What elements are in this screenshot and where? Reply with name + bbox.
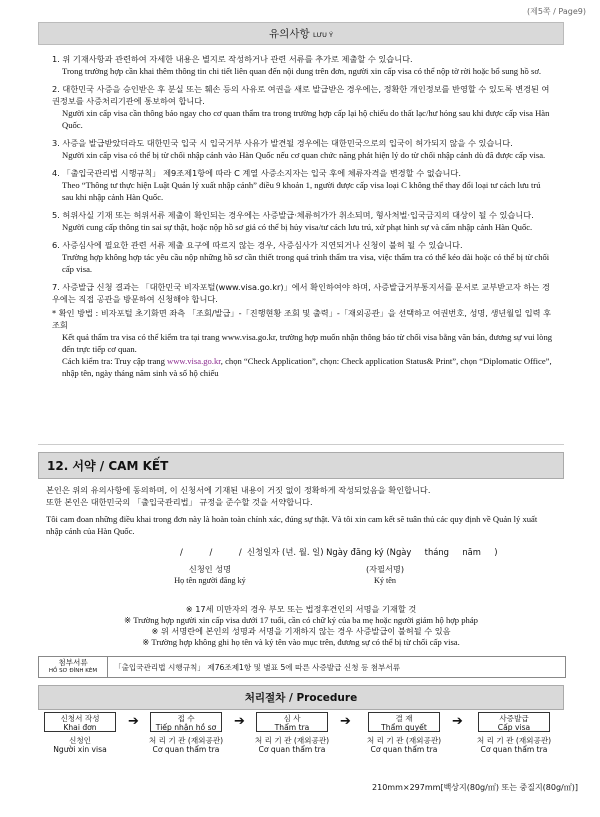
check-method-vi-2-pre: Cách kiểm tra: Truy cập trang xyxy=(62,356,168,366)
step-vi: Cấp visa xyxy=(497,723,531,732)
step-vi: Thẩm tra xyxy=(274,723,310,732)
notice-item-vi: Trong trường hợp cần khai thêm thông tin chi tiết liên quan đến nội dung trên đơn, người xin cấp visa có thể nộp tờ rời hoặc bổ sung hồ sơ. xyxy=(62,66,542,76)
paper-spec-footer: 210mm×297mm[백상지(80g/㎡) 또는 중질지(80g/㎡)] xyxy=(372,783,578,792)
procedure-section xyxy=(38,685,564,710)
oath-ko-line-2: 또한 본인은 대한민국의 「출입국관리법」 규정을 준수할 것을 서약합니다. xyxy=(46,497,313,507)
signature-ko: (자필서명) xyxy=(365,564,405,574)
step-actor-ko: 처 리 기 관 (재외공관) xyxy=(254,736,330,745)
step-actor-ko: 처 리 기 관 (재외공관) xyxy=(366,736,442,745)
applicant-name-ko: 신청인 성명 xyxy=(188,564,232,574)
notice-item-vi: Người xin cấp visa cần thông báo ngay cho cơ quan thẩm tra trong trường hợp cấp lại hộ chiếu do thất lạc/hư hỏng sau khi được cấp visa Hàn Quốc. xyxy=(62,108,550,130)
notice-item-ko: 1. 위 기재사항과 관련하여 자세한 내용은 별지로 작성하거나 관련 서류를 추가로 제출할 수 있습니다. xyxy=(52,54,413,64)
arrow-right-icon: ➔ xyxy=(452,714,463,729)
oath-body-ko xyxy=(38,479,564,513)
notice-item-vi: Người xin cấp visa có thể bị từ chối nhập cảnh vào Hàn Quốc nếu cơ quan chức năng phát hiện lý do từ chối nhập cảnh dù đã được cấp visa. xyxy=(62,150,546,160)
notice-item-vi: Người cung cấp thông tin sai sự thật, hoặc nộp hồ sơ giả có thể bị hủy visa/tư cách lưu trú, xử phạt hình sự và cấm nhập cảnh Hàn Quốc. xyxy=(62,222,533,232)
check-method-vi-2 xyxy=(52,355,554,379)
step-ko: 결 재 xyxy=(395,714,413,723)
arrow-right-icon: ➔ xyxy=(340,714,351,729)
notice-item-ko: 4. 「출입국관리법 시행규칙」 제9조제1항에 따라 C 계열 사증소지자는 입국 후에 체류자격을 변경할 수 없습니다. xyxy=(52,168,461,178)
signature-vi: Ký tên xyxy=(373,576,397,585)
notice-title-ko: 유의사항 xyxy=(269,28,310,40)
step-actor xyxy=(469,736,559,754)
step-actor-ko: 처 리 기 관 (재외공관) xyxy=(476,736,552,745)
notice-item-vi: Trường hợp không hợp tác yêu cầu nộp những hồ sơ cần thiết trong quá trình thẩm tra visa, việc thẩm tra có thể kéo dài hoặc có thể bị từ chối cấp visa. xyxy=(62,252,550,274)
step-actor-ko: 신청인 xyxy=(68,736,91,745)
signature-block[interactable] xyxy=(345,563,425,587)
applicant-name-vi: Họ tên người đăng ký xyxy=(174,576,246,585)
check-method-vi-1: Kết quả thẩm tra visa có thể kiểm tra tại trang www.visa.go.kr, trường hợp muốn nhận thông báo từ chối visa bằng văn bản, đương sự vui lòng đến trực tiếp cơ quan. xyxy=(62,332,553,354)
signature-notes xyxy=(38,604,564,648)
attached-documents-label xyxy=(39,657,108,677)
minor-note-ko: ※ 17세 미만자의 경우 부모 또는 법정후견인의 서명을 기재할 것 xyxy=(185,604,417,614)
notice-item-vi: Theo “Thông tư thực hiện Luật Quản lý xuất nhập cảnh” điều 9 khoản 1, người được cấp visa loại C không thể thay đổi loại tư cách lưu trú sau khi nhập cảnh Hàn Quốc. xyxy=(62,180,541,202)
notice-item-ko: 5. 허위사실 기재 또는 허위서류 제출이 확인되는 경우에는 사증발급·체류허가가 취소되며, 형사처벌·입국금지의 대상이 될 수 있습니다. xyxy=(52,210,534,220)
visa-portal-link[interactable]: www.visa.go.kr xyxy=(167,356,221,366)
notice-item-ko: 3. 사증을 발급받았더라도 대한민국 입국 시 입국거부 사유가 발견될 경우에는 대한민국으로의 입국이 허가되지 않을 수 있습니다. xyxy=(52,138,513,148)
check-method-ko: * 확인 방법 : 비자포털 초기화면 좌측 「조회/발급」-「진행현황 조회 및 출력」-「재외공관」을 선택하고 여권번호, 성명, 생년월일 입력 후 조회 xyxy=(52,308,552,330)
notice-item xyxy=(52,167,554,203)
notice-item-ko: 7. 사증발급 신청 결과는 「대한민국 비자포털(www.visa.go.kr)」에서 확인하여야 하며, 사증발급거부통지서를 문서로 교부받고자 하는 경우에는 직접 공관을 방문하여 신청해야 합니다. xyxy=(52,282,550,304)
oath-section xyxy=(38,452,564,537)
attached-documents-label-vi: HỒ SƠ ĐÍNH KÈM xyxy=(48,668,98,674)
step-ko: 사증발급 xyxy=(499,714,529,723)
step-actor-vi: Cơ quan thẩm tra xyxy=(480,745,548,754)
notice-title-vi: LƯU Ý xyxy=(312,31,333,39)
oath-vi: Tôi cam đoan những điều khai trong đơn này là hoàn toàn chính xác, đúng sự thật. Và tôi xin cam kết sẽ tuân thủ các quy định về Quản lý xuất nhập cảnh của Hàn Quốc. xyxy=(46,514,538,536)
procedure-steps xyxy=(38,712,564,772)
minor-note-vi: ※ Trường hợp người xin cấp visa dưới 17 tuổi, cần có chữ ký của ba mẹ hoặc người giám hộ hợp pháp xyxy=(124,615,478,625)
step-actor xyxy=(247,736,337,754)
check-method xyxy=(52,307,554,379)
notice-item xyxy=(52,83,554,131)
notice-item xyxy=(52,137,554,161)
notice-item xyxy=(52,209,554,233)
notice-section xyxy=(38,22,564,385)
step-actor-ko: 처 리 기 관 (재외공관) xyxy=(148,736,224,745)
applicant-name-block xyxy=(150,563,270,587)
step-ko: 심 사 xyxy=(283,714,301,723)
step-box xyxy=(478,712,550,732)
arrow-right-icon: ➔ xyxy=(128,714,139,729)
notice-header xyxy=(38,22,564,45)
notice-item xyxy=(52,239,554,275)
notice-item-ko: 2. 대한민국 사증을 승인받은 후 분실 또는 훼손 등의 사유로 여권을 새로 발급받은 경우에는, 정확한 개인정보를 반영할 수 있도록 변경된 여권정보를 사증처리기관에 통보하여 합니다. xyxy=(52,84,550,106)
oath-ko-line-1: 본인은 위의 유의사항에 동의하며, 이 신청서에 기재된 내용이 거짓 없이 정확하게 작성되었음을 확인합니다. xyxy=(46,485,431,495)
step-actor-vi: Cơ quan thẩm tra xyxy=(258,745,326,754)
step-vi: Khai đơn xyxy=(63,723,97,732)
attached-documents-value: 「출입국관리법 시행규칙」 제76조제1항 및 별표 5에 따른 사증발급 신청 등 첨부서류 xyxy=(114,663,401,672)
arrow-right-icon: ➔ xyxy=(234,714,245,729)
notice-item xyxy=(52,281,554,305)
step-actor-vi: Người xin visa xyxy=(53,745,107,754)
step-vi: Tiếp nhận hồ sơ xyxy=(155,723,217,732)
page-number: (제5쪽 / Page9) xyxy=(526,7,586,16)
step-ko: 신청서 작성 xyxy=(60,714,100,723)
notice-item xyxy=(52,53,554,77)
unsigned-note-vi: ※ Trường hợp không ghi họ tên và ký tên vào mục trên, đương sự có thể bị từ chối cấp visa. xyxy=(142,637,460,647)
attached-documents-row xyxy=(38,656,566,678)
step-actor-vi: Cơ quan thẩm tra xyxy=(370,745,438,754)
notice-list xyxy=(38,45,564,379)
step-vi: Thẩm quyết xyxy=(381,723,427,732)
step-box xyxy=(256,712,328,732)
check-method-vi-2-post: , chọn “Check Application”, chọn: Check application Status& Print”, chọn “Diplomatic Office”, nhập tên, ngày tháng năm sinh và số hộ chiếu xyxy=(62,356,552,378)
divider xyxy=(38,444,564,445)
step-actor xyxy=(141,736,231,754)
step-box xyxy=(44,712,116,732)
attached-documents-label-ko: 첨부서류 xyxy=(58,658,88,667)
step-actor xyxy=(35,736,125,754)
notice-item-ko: 6. 사증심사에 필요한 관련 서류 제출 요구에 따르지 않는 경우, 사증심사가 지연되거나 신청이 불허 될 수 있습니다. xyxy=(52,240,463,250)
step-actor xyxy=(359,736,449,754)
step-box xyxy=(368,712,440,732)
procedure-title: 처리절차 / Procedure xyxy=(38,685,564,710)
step-ko: 접 수 xyxy=(177,714,195,723)
application-date-field[interactable]: / / / 신청일자 (년. 월. 일) Ngày đăng ký (Ngày tháng năm ) xyxy=(180,547,498,557)
oath-title: 12. 서약 / CAM KẾT xyxy=(38,452,564,479)
unsigned-note-ko: ※ 위 서명란에 본인의 성명과 서명을 기재하지 않는 경우 사증발급이 불허될 수 있음 xyxy=(151,626,451,636)
step-actor-vi: Cơ quan thẩm tra xyxy=(152,745,220,754)
step-box xyxy=(150,712,222,732)
